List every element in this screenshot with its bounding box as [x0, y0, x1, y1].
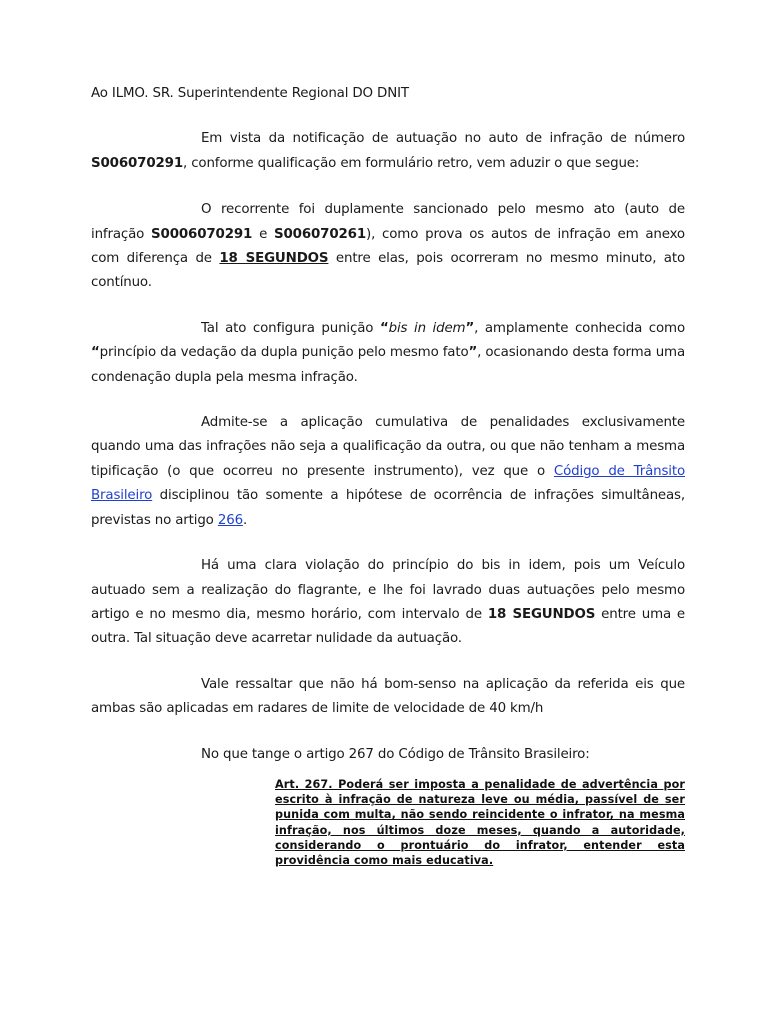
p4-text-3: .: [242, 512, 248, 528]
p2-text-2: e: [252, 226, 275, 242]
p2-text-4: entre elas, pois ocorreram no mesmo minuto, ato contínuo.: [91, 251, 686, 291]
p2-text-3: ), como prova os autos de infração em anexo com diferença de: [91, 226, 685, 267]
p1-text-before: Em vista da notificação de autuação no auto de infração de número: [201, 131, 685, 147]
p4-text-2: disciplinou tão somente a hipótese de ocorrência de infrações simultâneas, previstas no artigo: [91, 488, 685, 528]
p4-text-1: Admite-se a aplicação cumulativa de penalidades exclusivamente quando uma das infrações não seja a qualificação da outra, ou que não tenham a mesma tipificação (o que ocorreu no presente instrumento), vez que o: [91, 415, 685, 479]
paragraph-speed-limit: Vale ressaltar que não há bom-senso na aplicação da referida eis que ambas são aplicadas em radares de limite de velocidade de 40 km/h: [91, 676, 685, 717]
p3-text-1: Tal ato configura punição: [201, 320, 380, 336]
interval-emphasis: 18 SEGUNDOS: [487, 606, 596, 622]
infraction-number-2: S006070261: [274, 226, 367, 242]
p5-text-2: entre uma e outra. Tal situação deve acarretar nulidade da autuação.: [91, 606, 685, 647]
p3-quote-close-2: ”: [468, 345, 478, 361]
p1-text-after: , conforme qualificação em formulário retro, vem aduzir o que segue:: [183, 155, 640, 171]
bis-in-idem-term: bis in idem: [388, 320, 466, 336]
paragraph-cumulative-penalties: [91, 411, 685, 533]
p3-text-3: princípio da vedação da dupla punição pelo mesmo fato: [99, 345, 469, 361]
time-difference-emphasis: 18 SEGUNDOS: [219, 251, 329, 267]
document-page: [91, 82, 685, 868]
paragraph-article-267-intro: No que tange o artigo 267 do Código de Trânsito Brasileiro:: [201, 746, 590, 762]
p3-text-2: , amplamente conhecida como: [474, 320, 685, 336]
infraction-number: S006070291: [91, 155, 183, 171]
p5-text-1: Há uma clara violação do princípio do bis in idem, pois um Veículo autuado sem a realização do flagrante, e lhe foi lavrado duas autuações pelo mesmo artigo e no mesmo dia, mesmo horário, com intervalo de: [91, 558, 685, 622]
ctb-link[interactable]: Código de Trânsito Brasileiro: [91, 463, 685, 504]
article-266-link[interactable]: 266: [217, 512, 243, 528]
salutation: Ao ILMO. SR. Superintendente Regional DO DNIT: [91, 86, 409, 101]
paragraph-double-sanction: [91, 198, 685, 296]
paragraph-notification: [91, 127, 685, 176]
paragraph-violation: [91, 554, 685, 652]
p3-quote-open-2: “: [91, 345, 100, 361]
article-267-quote: Art. 267. Poderá ser imposta a penalidade de advertência por escrito à infração de natureza leve ou média, passível de ser punida com multa, não sendo reincidente o infrator, na mesma infração, nos últimos doze meses, quando a autoridade, considerando o prontuário do infrator, entender esta providência como mais educativa.: [275, 777, 685, 867]
p3-quote-close-1: ”: [465, 320, 475, 336]
p3-text-4: , ocasionando desta forma uma condenação dupla pela mesma infração.: [91, 345, 685, 385]
infraction-number-1: S0006070291: [151, 226, 253, 242]
p2-text-1: O recorrente foi duplamente sancionado pelo mesmo ato (auto de infração: [91, 202, 685, 242]
p3-quote-open-1: “: [379, 320, 389, 336]
paragraph-bis-in-idem: [91, 317, 685, 390]
